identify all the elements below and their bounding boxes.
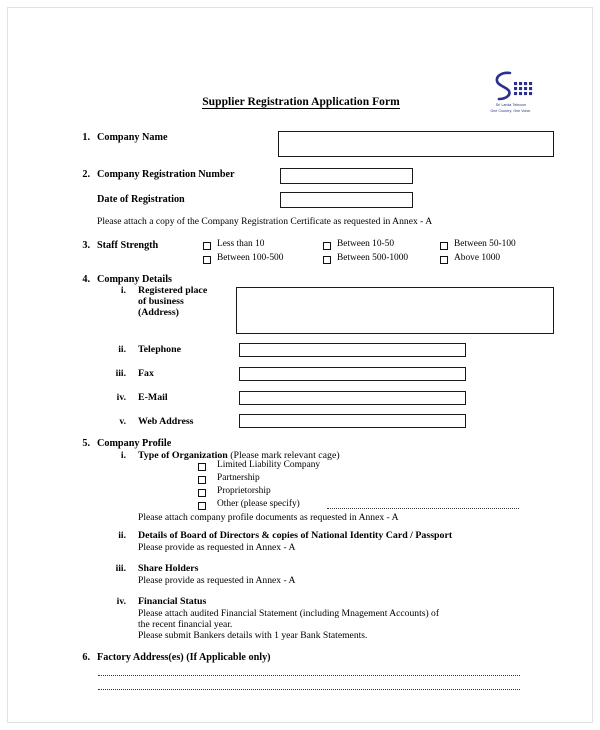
input-registered-address[interactable] xyxy=(236,287,554,334)
label-board-of-directors: Details of Board of Directors & copies of National Identity Card / Passport xyxy=(138,530,453,541)
checkbox-label-staff-4: Between 500-1000 xyxy=(337,253,409,263)
checkbox-label-org-1: Partnership xyxy=(217,473,260,483)
roman-numeral-4-ii: ii. xyxy=(118,344,126,355)
label-type-of-organization: Type of Organization xyxy=(138,450,228,461)
checkbox-org-partnership[interactable] xyxy=(198,476,206,484)
roman-numeral-5-iv: iv. xyxy=(116,596,126,607)
input-web-address[interactable] xyxy=(239,414,466,428)
item-number-4: 4. xyxy=(82,274,90,285)
checkbox-staff-above-1000[interactable] xyxy=(440,256,448,264)
input-email[interactable] xyxy=(239,391,466,405)
label-company-details: Company Details xyxy=(97,274,172,285)
input-factory-address-line1[interactable] xyxy=(98,675,520,676)
form-page xyxy=(7,7,593,723)
note-financial-status-line3: Please submit Bankers details with 1 year Bank Statements. xyxy=(138,630,368,641)
label-financial-status: Financial Status xyxy=(138,596,207,607)
roman-numeral-5-ii: ii. xyxy=(118,530,126,541)
input-telephone[interactable] xyxy=(239,343,466,357)
label-company-profile: Company Profile xyxy=(97,438,172,449)
checkbox-label-staff-2: Between 50-100 xyxy=(454,239,516,249)
logo-caption-line2: One Country. One Voice. xyxy=(490,109,532,113)
item-number-5: 5. xyxy=(82,438,90,449)
logo-caption-line1: Sri Lanka Telecom xyxy=(495,103,527,107)
item-number-1: 1. xyxy=(82,132,90,143)
checkbox-label-staff-5: Above 1000 xyxy=(454,253,501,263)
item-number-3: 3. xyxy=(82,240,90,251)
label-factory-address: Factory Address(es) (If Applicable only) xyxy=(97,652,271,663)
item-number-6: 6. xyxy=(82,652,90,663)
checkbox-staff-between-50-100[interactable] xyxy=(440,242,448,250)
label-company-registration-number: Company Registration Number xyxy=(97,169,235,180)
checkbox-label-org-3: Other (please specify) xyxy=(217,499,300,509)
label-registered-place-line3: (Address) xyxy=(138,307,179,318)
label-telephone: Telephone xyxy=(138,344,181,355)
roman-numeral-4-iii: iii. xyxy=(115,368,126,379)
roman-numeral-5-iii: iii. xyxy=(115,563,126,574)
label-fax: Fax xyxy=(138,368,154,379)
input-date-of-registration[interactable] xyxy=(280,192,413,208)
input-org-other-specify[interactable] xyxy=(327,508,519,509)
checkbox-label-staff-3: Between 100-500 xyxy=(217,253,284,263)
label-date-of-registration: Date of Registration xyxy=(97,194,185,205)
roman-numeral-4-iv: iv. xyxy=(116,392,126,403)
checkbox-label-staff-1: Between 10-50 xyxy=(337,239,395,249)
note-financial-status-line2: the recent financial year. xyxy=(138,619,233,630)
note-board-of-directors: Please provide as requested in Annex - A xyxy=(138,542,296,553)
input-company-name[interactable] xyxy=(278,131,554,157)
roman-numeral-4-i: i. xyxy=(120,285,126,296)
page-title-text: Supplier Registration Application Form xyxy=(202,96,400,108)
checkbox-label-staff-0: Less than 10 xyxy=(217,239,265,249)
checkbox-staff-between-10-50[interactable] xyxy=(323,242,331,250)
input-company-registration-number[interactable] xyxy=(280,168,413,184)
note-company-profile-documents: Please attach company profile documents as requested in Annex - A xyxy=(138,512,399,523)
checkbox-label-org-2: Proprietorship xyxy=(217,486,271,496)
label-web-address: Web Address xyxy=(138,416,194,427)
checkbox-org-proprietorship[interactable] xyxy=(198,489,206,497)
checkbox-staff-between-500-1000[interactable] xyxy=(323,256,331,264)
label-share-holders: Share Holders xyxy=(138,563,199,574)
checkbox-org-limited-liability-company[interactable] xyxy=(198,463,206,471)
label-staff-strength: Staff Strength xyxy=(97,240,159,251)
checkbox-staff-between-100-500[interactable] xyxy=(203,256,211,264)
label-registered-place-line2: of business xyxy=(138,296,184,307)
roman-numeral-4-v: v. xyxy=(119,416,126,427)
label-company-name: Company Name xyxy=(97,132,168,143)
label-email: E-Mail xyxy=(138,392,168,403)
checkbox-org-other[interactable] xyxy=(198,502,206,510)
label-type-of-organization-note: (Please mark relevant cage) xyxy=(230,450,340,461)
checkbox-label-org-0: Limited Liability Company xyxy=(217,460,321,470)
item-number-2: 2. xyxy=(82,169,90,180)
roman-numeral-5-i: i. xyxy=(120,450,126,461)
page-title xyxy=(8,96,594,108)
input-factory-address-line2[interactable] xyxy=(98,689,520,690)
note-registration-certificate: Please attach a copy of the Company Registration Certificate as requested in Annex - A xyxy=(97,216,433,227)
label-registered-place-line1: Registered place xyxy=(138,285,208,296)
note-share-holders: Please provide as requested in Annex - A xyxy=(138,575,296,586)
note-financial-status-line1: Please attach audited Financial Statement (including Mnagement Accounts) of xyxy=(138,608,440,619)
checkbox-staff-less-than-10[interactable] xyxy=(203,242,211,250)
input-fax[interactable] xyxy=(239,367,466,381)
company-logo xyxy=(474,70,548,118)
